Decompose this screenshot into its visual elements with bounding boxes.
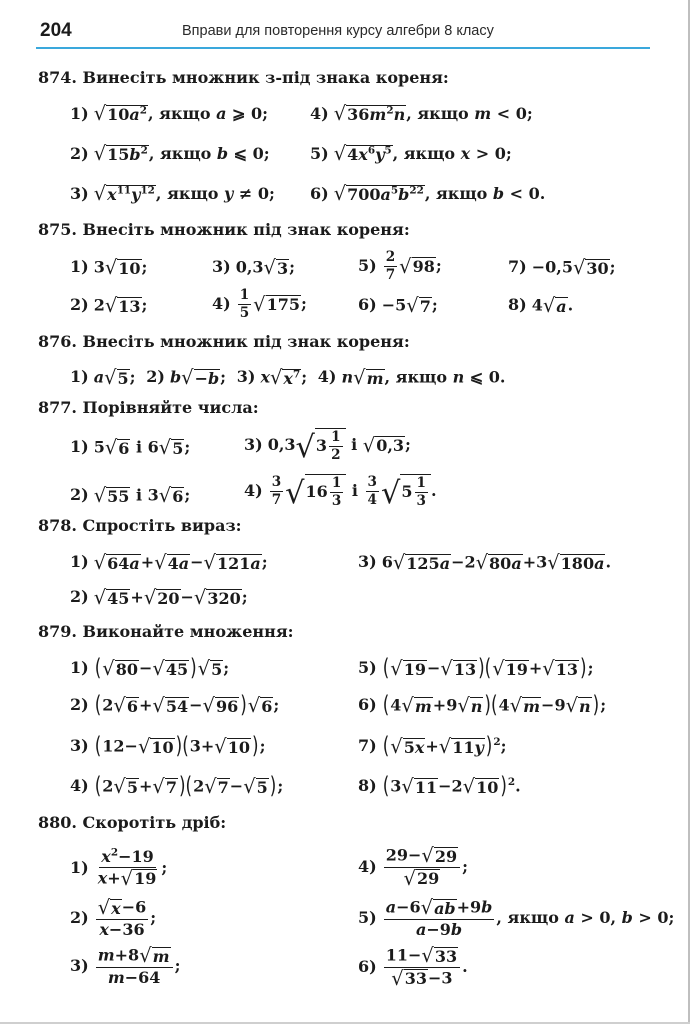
page-number: 204 bbox=[40, 20, 72, 41]
task-label: 3) bbox=[70, 183, 89, 203]
task-879-8: 8) (3 √ 11 −2 √ 10 )$^2$. bbox=[358, 771, 521, 799]
exercise-title: Спростіть вираз: bbox=[82, 516, 242, 535]
task-label: 6) bbox=[310, 183, 329, 203]
task-condition: , якщо bbox=[384, 367, 447, 387]
task-label: 2) bbox=[146, 367, 165, 387]
task-879-2: 2) (2 √ 6 + √ 54 − √ 96 ) √ 6 ; bbox=[70, 690, 280, 718]
task-label: 1) bbox=[70, 257, 89, 277]
task-label: 2) bbox=[70, 587, 89, 607]
task-874-5: 5) √ $4x^6y^5$ , якщо x > 0; bbox=[310, 142, 512, 165]
exercise-876-heading bbox=[38, 334, 410, 350]
exercise-number: 874. bbox=[38, 68, 77, 87]
task-875-4: 4) $\frac{1}{5}$ √ 175 ; bbox=[212, 287, 307, 321]
exercise-878-heading bbox=[38, 518, 242, 534]
exercise-874-row-1b bbox=[310, 104, 533, 124]
task-label: 3) bbox=[244, 434, 263, 454]
task-875-7: 7) −0,5 √ 30 ; bbox=[508, 256, 616, 279]
task-label: 1) bbox=[70, 858, 89, 878]
task-label: 7) bbox=[508, 257, 527, 277]
exercise-874-row-3 bbox=[70, 184, 275, 204]
task-label: 8) bbox=[508, 295, 527, 315]
task-880-4: 4) 29− √ 29 √ 29 ; bbox=[358, 844, 468, 890]
task-879-6: 6) (4 √ m +9 √ n )(4 √ m −9 √ n ); bbox=[358, 690, 607, 718]
task-875-8: 8) 4 √ a . bbox=[508, 294, 574, 317]
task-label: 2) bbox=[70, 485, 89, 505]
task-label: 3) bbox=[70, 736, 89, 756]
task-874-4: 4) √ $36m^2n$ , якщо m < 0; bbox=[310, 102, 533, 125]
task-875-2: 2) 2 √ 13 ; bbox=[70, 294, 148, 317]
task-label: 1) bbox=[70, 103, 89, 123]
exercise-number: 878. bbox=[38, 516, 77, 535]
exercise-874-heading bbox=[38, 70, 449, 86]
exercise-number: 875. bbox=[38, 220, 77, 239]
exercise-880-heading bbox=[38, 815, 226, 831]
task-label: 7) bbox=[358, 736, 377, 756]
task-condition: , якщо bbox=[406, 103, 469, 123]
task-880-6: 6) 11− √ 33 √ 33 −3 . bbox=[358, 944, 468, 990]
exercise-877-heading bbox=[38, 400, 259, 416]
exercise-879-heading bbox=[38, 624, 294, 640]
exercise-876-row: 1) a √ 5 ; 2) b √ −b ; 3) x √ $x^7$ ; 4) n √ m , якщо n ⩽ 0. bbox=[70, 366, 506, 389]
task-label: 4) bbox=[244, 480, 263, 500]
running-title: Вправи для повторення курсу алгебри 8 класу bbox=[182, 23, 494, 39]
task-label: 4) bbox=[358, 857, 377, 877]
task-label: 5) bbox=[358, 908, 377, 928]
task-875-5: 5) $\frac{2}{7}$ √ 98 ; bbox=[358, 249, 442, 283]
conjunction: і bbox=[135, 485, 143, 505]
task-880-5: 5) a−6 √ ab +9b a−9b , якщо a > 0, b > 0; bbox=[358, 896, 675, 939]
task-878-3: 3) 6 √ 125a −2 √ 80a +3 √ 180a . bbox=[358, 551, 612, 574]
task-875-6: 6) −5 √ 7 ; bbox=[358, 294, 438, 317]
task-874-3: 3) √ $x^{11}y^{12}$ , якщо y ≠ 0; bbox=[70, 182, 275, 205]
task-label: 2) bbox=[70, 695, 89, 715]
task-label: 3) bbox=[358, 552, 377, 572]
exercise-title: Виконайте множення: bbox=[82, 622, 294, 641]
task-877-4: 4) $\frac{3}{7}$ √ 16 $\frac{1}{3}$ і $\frac{3}{4}$ √ 5 $\frac{1}{3}$ . bbox=[244, 474, 437, 511]
conjunction: і bbox=[136, 437, 143, 457]
exercise-875-heading bbox=[38, 222, 410, 238]
task-label: 1) bbox=[70, 552, 89, 572]
task-label: 3) bbox=[236, 367, 256, 387]
task-label: 8) bbox=[358, 776, 377, 796]
exercise-title: Внесіть множник під знак кореня: bbox=[82, 220, 410, 239]
task-condition: , якщо bbox=[155, 183, 219, 203]
task-874-2: 2) √ $15b^2$ , якщо b ⩽ 0; bbox=[70, 142, 270, 165]
task-877-2: 2) √ 55 і 3 √ 6 ; bbox=[70, 484, 191, 507]
exercise-874-row-2 bbox=[70, 144, 270, 164]
task-condition: , якщо bbox=[148, 143, 212, 163]
task-label: 4) bbox=[70, 776, 89, 796]
task-875-3: 3) 0,3 √ 3 ; bbox=[212, 256, 296, 279]
task-879-1: 1) ( √ 80 − √ 45 ) √ 5 ; bbox=[70, 653, 230, 681]
task-label: 1) bbox=[70, 437, 89, 457]
task-label: 6) bbox=[358, 695, 377, 715]
task-label: 1) bbox=[70, 658, 89, 678]
conjunction: і bbox=[351, 434, 358, 454]
exercise-title: Порівняйте числа: bbox=[82, 398, 259, 417]
task-label: 2) bbox=[70, 143, 89, 163]
task-label: 1) bbox=[70, 367, 89, 387]
task-condition: , якщо bbox=[424, 183, 488, 203]
task-label: 4) bbox=[317, 367, 337, 387]
exercise-title: Винесіть множник з-під знака кореня: bbox=[82, 68, 449, 87]
task-880-3: 3) m+8 √ m m−64 ; bbox=[70, 944, 181, 987]
task-label: 2) bbox=[70, 295, 89, 315]
exercise-number: 880. bbox=[38, 813, 77, 832]
task-878-1: 1) √ 64a + √ 4a − √ 121a ; bbox=[70, 551, 268, 574]
exercise-number: 879. bbox=[38, 622, 77, 641]
task-label: 3) bbox=[70, 956, 89, 976]
task-label: 3) bbox=[212, 257, 231, 277]
task-label: 6) bbox=[358, 295, 377, 315]
header-rule bbox=[36, 47, 650, 49]
exercise-874-row-1 bbox=[70, 104, 268, 124]
task-880-1: 1) $x^2-19$ x+ √ 19 ; bbox=[70, 846, 168, 890]
page-header bbox=[36, 14, 650, 48]
exercise-874-row-2b bbox=[310, 144, 512, 164]
task-condition: , якщо bbox=[392, 143, 456, 163]
exercise-number: 876. bbox=[38, 332, 77, 351]
task-877-1: 1) 5 √ 6 і 6 √ 5 ; bbox=[70, 436, 191, 459]
task-874-6: 6) √ $700a^5b^{22}$ , якщо b < 0. bbox=[310, 182, 546, 205]
task-label: 4) bbox=[310, 103, 329, 123]
task-label: 2) bbox=[70, 908, 89, 928]
task-879-3: 3) (12− √ 10 )(3+ √ 10 ); bbox=[70, 731, 266, 759]
task-874-1: 1) √ $10a^2$ , якщо a ⩾ 0; bbox=[70, 102, 269, 125]
task-877-3: 3) 0,3 √ 3 $\frac{1}{2}$ і √ 0,3 ; bbox=[244, 429, 411, 465]
exercise-title: Внесіть множник під знак кореня: bbox=[82, 332, 410, 351]
task-879-5: 5) ( √ 19 − √ 13 )( √ 19 + √ 13 ); bbox=[358, 653, 594, 681]
exercise-number: 877. bbox=[38, 398, 77, 417]
task-condition: , якщо bbox=[148, 103, 211, 123]
task-879-4: 4) (2 √ 5 + √ 7 )(2 √ 7 − √ 5 ); bbox=[70, 771, 284, 799]
task-878-2: 2) √ 45 + √ 20 − √ 320 ; bbox=[70, 586, 248, 609]
task-condition: , якщо bbox=[496, 908, 559, 928]
task-label: 6) bbox=[358, 957, 377, 977]
task-label: 5) bbox=[358, 658, 377, 678]
task-label: 5) bbox=[358, 255, 377, 275]
task-879-7: 7) ( √ 5x + √ 11y )$^2$; bbox=[358, 731, 507, 759]
exercise-874-row-3b bbox=[310, 184, 545, 204]
conjunction: і bbox=[351, 480, 358, 500]
task-875-1: 1) 3 √ 10 ; bbox=[70, 256, 148, 279]
task-label: 5) bbox=[310, 143, 329, 163]
exercise-title: Скоротіть дріб: bbox=[82, 813, 227, 832]
task-label: 4) bbox=[212, 293, 231, 313]
task-880-2: 2) √ x −6 x−36 ; bbox=[70, 896, 157, 939]
